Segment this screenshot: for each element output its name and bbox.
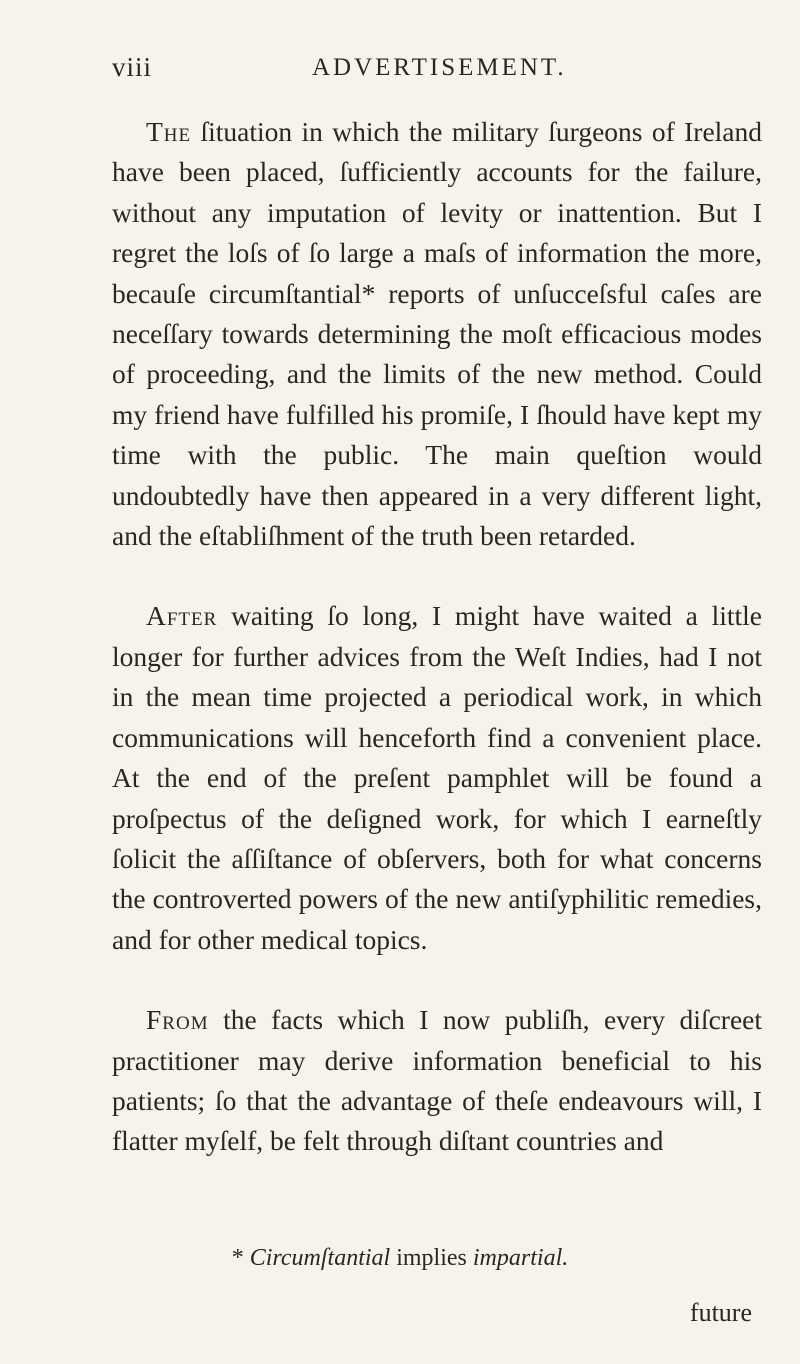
footnote-marker: * [231, 1245, 250, 1271]
page-number: viii [112, 52, 153, 82]
paragraph-1-text: ſituation in which the military ſurgeons of Ireland have been placed, ſufficiently accounts for the failure, without any imputation of levity or inattention. But I regret the loſs of ſo large a maſs of information the more, becauſe circumſtantial* reports of unſucceſsful caſes are neceſſary towards determining the moſt efficacious modes of proceeding, and the limits of the new method. Could my friend have fulfilled his promiſe, I ſhould have kept my time with the public. The main queſtion would undoubtedly have then appeared in a very different light, and the eſtabliſhment of the truth been retarded. [112, 116, 762, 552]
paragraph-1 [112, 112, 762, 556]
footnote [0, 1245, 800, 1272]
footnote-definition: impartial. [472, 1245, 569, 1271]
paragraph-2 [112, 596, 762, 960]
running-title: ADVERTISEMENT. [312, 54, 567, 81]
paragraph-2-text: waiting ſo long, I might have waited a little longer for further advices from the Weſt Indies, had I not in the mean time projected a periodical work, in which communications will henceforth find a convenient place. At the end of the preſent pamphlet will be found a proſpectus of the deſigned work, for which I earneſtly ſolicit the aſſiſtance of obſervers, both for what concerns the controverted powers of the new antiſyphilitic remedies, and for other medical topics. [112, 600, 762, 955]
footnote-connector: implies [390, 1245, 473, 1271]
catchword: future [689, 1298, 752, 1327]
footnote-term: Circumſtantial [249, 1245, 391, 1271]
running-head [112, 52, 712, 92]
paragraph-2-lead: After [146, 600, 218, 632]
paragraph-3-lead: From [146, 1004, 209, 1036]
paragraph-3-text: the facts which I now publiſh, every diſcreet practitioner may derive information beneficial to his patients; ſo that the advantage of theſe endeavours will, I flatter myſelf, be felt through diſtant countries and [112, 1004, 762, 1157]
body-text [112, 112, 762, 1162]
paragraph-3 [112, 1000, 762, 1162]
paragraph-1-lead: The [146, 116, 192, 147]
